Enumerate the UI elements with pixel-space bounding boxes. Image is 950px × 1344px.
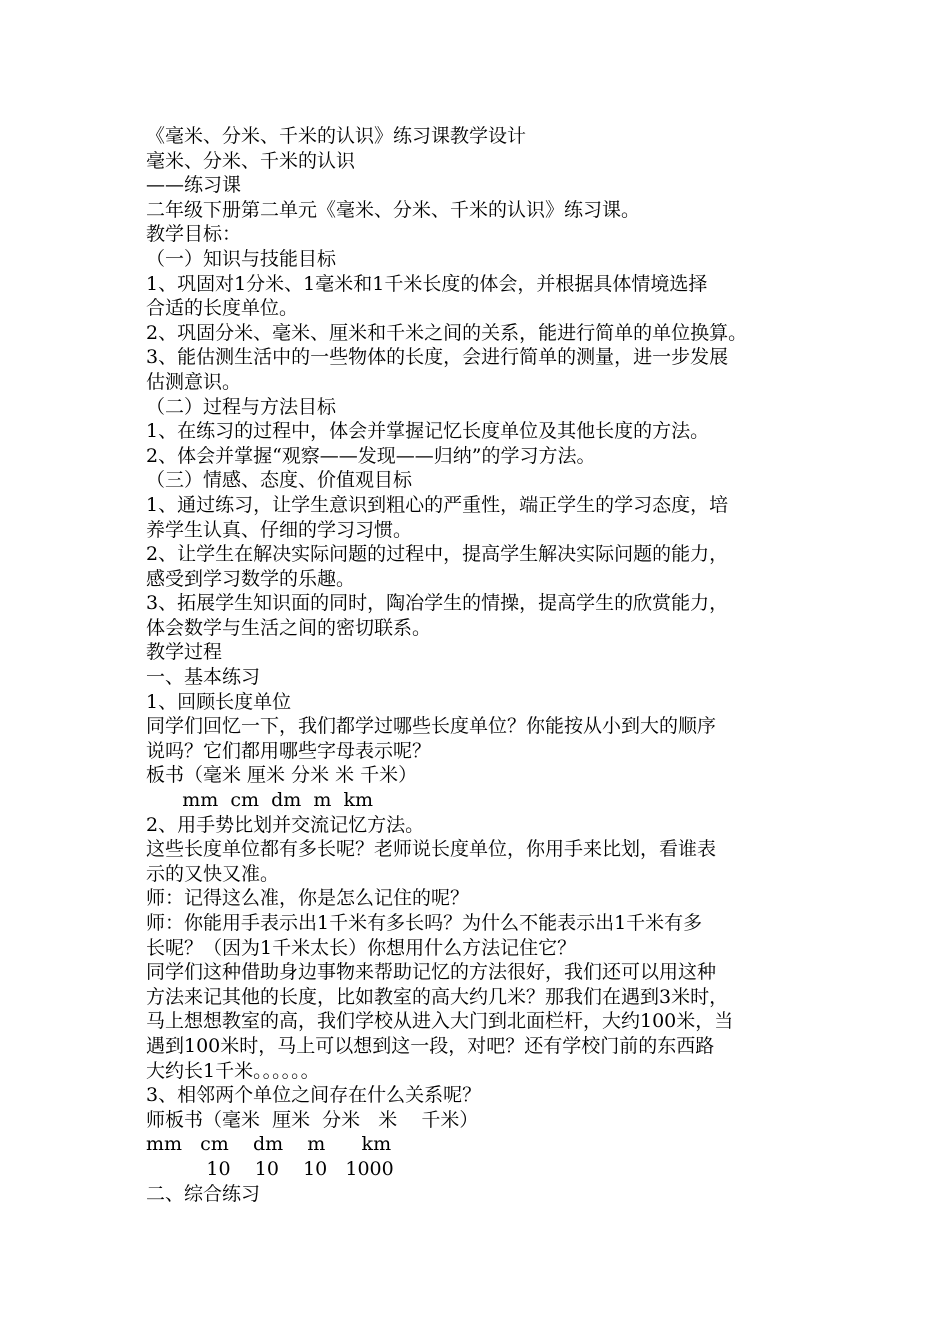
subsection-heading: 一、基本练习 — [146, 666, 261, 689]
section-heading-objectives: 教学目标： — [146, 223, 242, 246]
doc-title: 《毫米、分米、千米的认识》练习课教学设计 — [146, 125, 527, 147]
doc-text-line: 马上想想教室的高，我们学校从进入大门到北面栏杆，大约100米，当 — [146, 1010, 734, 1033]
doc-text-line: 感受到学习数学的乐趣。 — [146, 567, 356, 590]
board-writing: 板书（毫米 厘米 分米 米 千米） — [146, 764, 418, 787]
doc-text-line: 合适的长度单位。 — [146, 297, 299, 320]
doc-text-line: 1、通过练习，让学生意识到粗心的严重性，端正学生的学习态度，培 — [146, 493, 729, 516]
board-writing-symbols: mm cm dm m km — [146, 1133, 392, 1156]
doc-text-line: 3、拓展学生知识面的同时，陶冶学生的情操，提高学生的欣赏能力， — [146, 592, 729, 615]
section-heading-process: 教学过程 — [146, 641, 223, 664]
doc-text-line: 1、回顾长度单位 — [146, 690, 292, 713]
doc-subtitle: 毫米、分米、千米的认识 — [146, 149, 356, 172]
doc-text-line: 遇到100米时，马上可以想到这一段，对吧？还有学校门前的东西路 — [146, 1034, 715, 1057]
subsection-heading: （一）知识与技能目标 — [146, 247, 337, 270]
doc-text-line: 2、巩固分米、毫米、厘米和千米之间的关系，能进行简单的单位换算。 — [146, 321, 748, 344]
doc-text-line: 这些长度单位都有多长呢？老师说长度单位，你用手来比划，看谁表 — [146, 838, 717, 861]
doc-text-line: 示的又快又准。 — [146, 862, 280, 885]
doc-text-line: 1、巩固对1分米、1毫米和1千米长度的体会，并根据具体情境选择 — [146, 272, 708, 295]
doc-text-line: 同学们这种借助身边事物来帮助记忆的方法很好，我们还可以用这种 — [146, 961, 717, 984]
doc-text-line: 大约长1千米。。。。。。 — [146, 1059, 320, 1082]
doc-text-line: 3、相邻两个单位之间存在什么关系呢？ — [146, 1084, 482, 1107]
doc-text-line: 2、用手势比划并交流记忆方法。 — [146, 813, 425, 836]
doc-text-line: 2、让学生在解决实际问题的过程中，提高学生解决实际问题的能力， — [146, 543, 729, 566]
doc-subtitle-lesson-type: ——练习课 — [146, 174, 242, 197]
doc-text-line: 养学生认真、仔细的学习习惯。 — [146, 518, 413, 541]
doc-text-line: 师：你能用手表示出1千米有多长吗？为什么不能表示出1千米有多 — [146, 912, 703, 934]
doc-text-line: 方法来记其他的长度，比如教室的高大约几米？那我们在遇到3米时， — [146, 985, 729, 1008]
document-page — [146, 124, 816, 1206]
doc-text-line: 3、能估测生活中的一些物体的长度，会进行简单的测量，进一步发展 — [146, 346, 729, 369]
doc-text-line: 说吗？它们都用哪些字母表示呢？ — [146, 739, 432, 762]
doc-text-line: 师：记得这么准，你是怎么记住的呢？ — [146, 887, 470, 910]
doc-text-line: 二年级下册第二单元《毫米、分米、千米的认识》练习课。 — [146, 198, 641, 221]
subsection-heading: （三）情感、态度、价值观目标 — [146, 469, 413, 492]
doc-text-line: 2、体会并掌握“观察——发现——归纳”的学习方法。 — [146, 444, 596, 467]
board-writing-symbols: mm cm dm m km — [146, 789, 373, 812]
board-writing-ratios: 10 10 10 1000 — [146, 1157, 394, 1180]
doc-text-line: 体会数学与生活之间的密切联系。 — [146, 616, 432, 639]
subsection-heading: 二、综合练习 — [146, 1182, 261, 1205]
board-writing: 师板书（毫米 厘米 分米 米 千米） — [146, 1108, 479, 1131]
doc-text-line: 同学们回忆一下，我们都学过哪些长度单位？你能按从小到大的顺序 — [146, 715, 717, 738]
doc-text-line: 估测意识。 — [146, 370, 242, 393]
doc-text-line: 长呢？（因为1千米太长）你想用什么方法记住它？ — [146, 936, 577, 959]
doc-text-line: 1、在练习的过程中，体会并掌握记忆长度单位及其他长度的方法。 — [146, 420, 710, 443]
subsection-heading: （二）过程与方法目标 — [146, 395, 337, 418]
